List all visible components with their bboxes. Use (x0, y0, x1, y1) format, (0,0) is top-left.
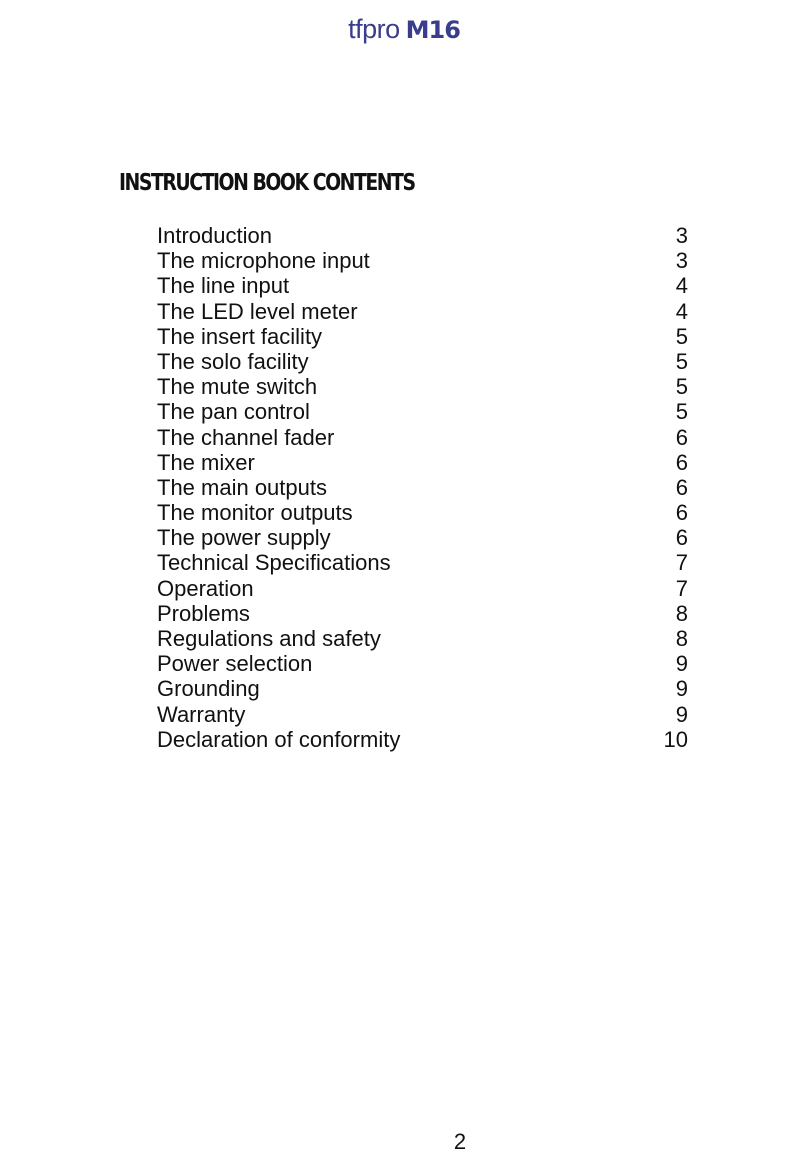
toc-entry-page: 4 (675, 273, 688, 299)
toc-entry-page: 5 (675, 323, 688, 349)
toc-entry-label: Technical Specifications (157, 550, 391, 576)
toc-entry (157, 299, 688, 324)
toc-entry-label: The channel fader (157, 424, 335, 450)
toc-entry-label: The power supply (157, 525, 331, 551)
toc-entry-label: The solo facility (157, 348, 309, 374)
toc-entry-label: The mixer (157, 449, 255, 475)
brand-logo (0, 14, 808, 45)
toc-entry (157, 248, 688, 273)
toc-entry-label: Problems (157, 600, 250, 626)
table-of-contents (157, 223, 688, 752)
toc-entry-label: The pan control (157, 399, 310, 425)
toc-entry-label: Operation (157, 575, 254, 601)
toc-entry (157, 399, 688, 424)
toc-entry-label: The insert facility (157, 323, 323, 349)
toc-entry (157, 601, 688, 626)
toc-entry (157, 374, 688, 399)
toc-entry (157, 349, 688, 374)
toc-entry (157, 651, 688, 676)
page-number: 2 (453, 1129, 467, 1154)
toc-entry-page: 6 (675, 500, 688, 526)
toc-entry (157, 676, 688, 701)
toc-entry-page: 9 (675, 676, 688, 702)
toc-entry-page: 5 (675, 348, 688, 374)
toc-entry-page: 7 (675, 550, 688, 576)
toc-entry (157, 425, 688, 450)
toc-entry-page: 4 (675, 298, 688, 324)
toc-entry-label: The LED level meter (157, 298, 358, 324)
brand-model: M16 (405, 16, 460, 44)
toc-entry-page: 10 (663, 726, 688, 752)
toc-entry (157, 500, 688, 525)
toc-entry-label: Regulations and safety (157, 626, 381, 651)
toc-entry (157, 550, 688, 575)
toc-entry (157, 525, 688, 550)
toc-entry (157, 626, 688, 651)
toc-entry-label: Warranty (157, 701, 246, 727)
brand-name: tfpro (348, 14, 400, 44)
toc-entry-page: 8 (675, 626, 688, 651)
toc-entry-label: Grounding (157, 676, 260, 702)
toc-entry-page: 9 (675, 701, 688, 727)
toc-entry-label: The main outputs (157, 474, 327, 500)
toc-entry-label: The monitor outputs (157, 500, 353, 526)
toc-entry-label: The line input (157, 273, 290, 299)
toc-entry (157, 273, 688, 298)
toc-entry-page: 6 (675, 449, 688, 475)
toc-entry-page: 3 (675, 223, 688, 248)
toc-entry-label: Declaration of conformity (157, 726, 401, 752)
toc-entry-page: 9 (675, 651, 688, 677)
toc-entry (157, 475, 688, 500)
toc-entry-label: The microphone input (157, 248, 370, 274)
toc-entry (157, 223, 688, 248)
toc-entry-page: 6 (675, 474, 688, 500)
toc-entry-label: The mute switch (157, 374, 318, 400)
toc-entry (157, 702, 688, 727)
toc-entry-page: 6 (675, 525, 688, 551)
toc-entry-page: 3 (675, 248, 688, 274)
toc-entry-page: 8 (675, 600, 688, 626)
toc-entry-page: 5 (675, 399, 688, 425)
toc-entry-label: Introduction (157, 223, 272, 248)
toc-entry-page: 5 (675, 374, 688, 400)
contents-title: INSTRUCTION BOOK CONTENTS (119, 170, 415, 196)
toc-entry (157, 324, 688, 349)
toc-entry (157, 450, 688, 475)
toc-entry-page: 6 (675, 424, 688, 450)
toc-entry (157, 576, 688, 601)
toc-entry-page: 7 (675, 575, 688, 601)
toc-entry (157, 727, 688, 752)
toc-entry-label: Power selection (157, 651, 313, 677)
